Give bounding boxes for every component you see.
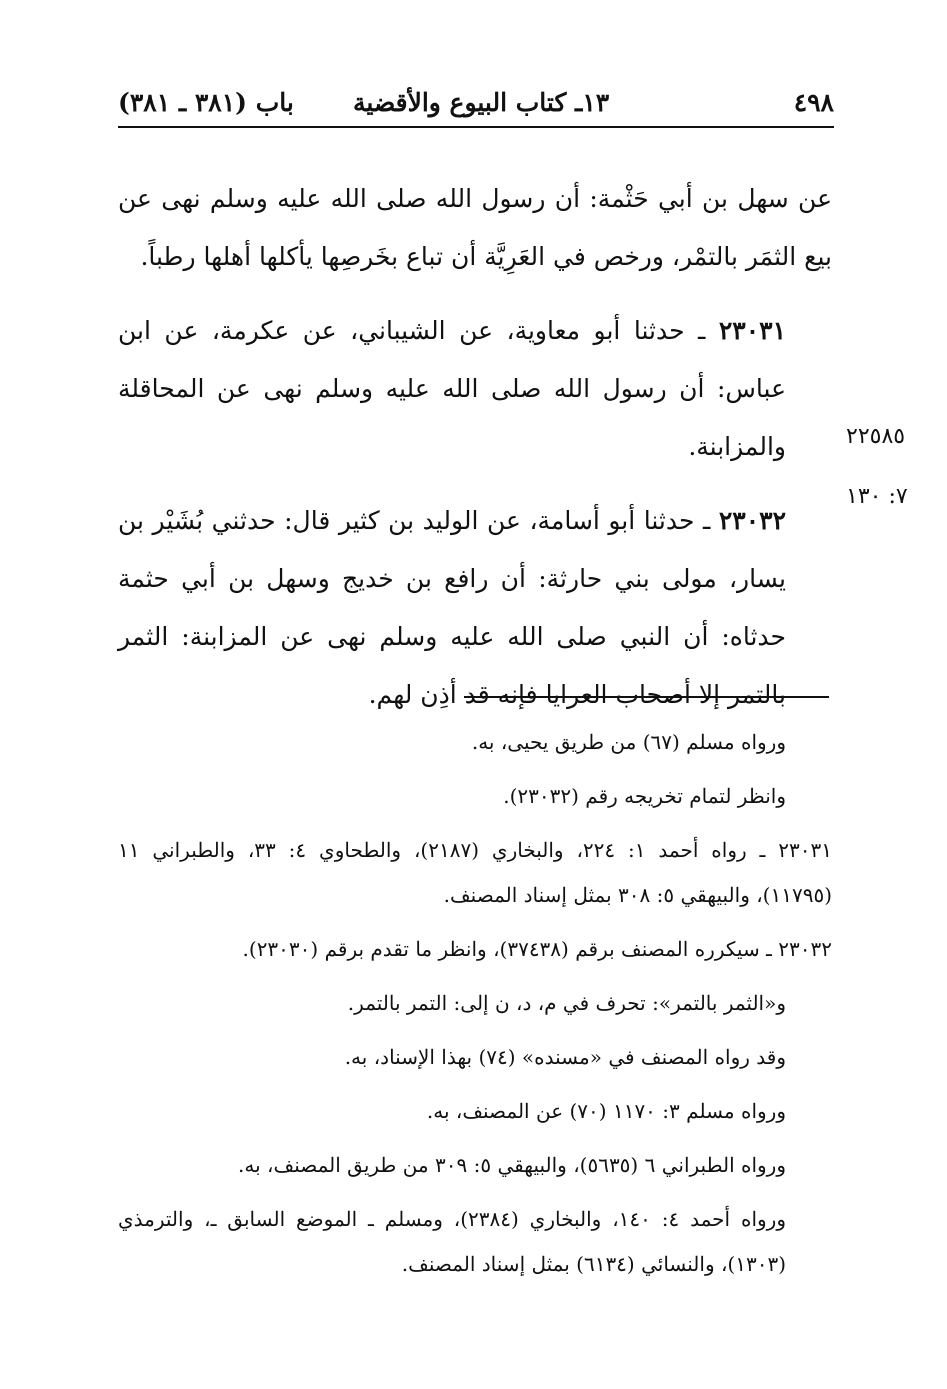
main-text	[118, 170, 832, 740]
footnotes	[118, 720, 832, 1296]
footnote-line: ورواه الطبراني ٦ (٥٦٣٥)، والبيهقي ٥: ٣٠٩ من طريق المصنف، به.	[238, 1153, 786, 1177]
hadith-number: ٢٣٠٣١	[718, 316, 786, 345]
footnote-line: ٢٣٠٣٢ ـ سيكرره المصنف برقم (٣٧٤٣٨)، وانظر ما تقدم برقم (٢٣٠٣٠).	[242, 937, 832, 961]
margin-reference-number: ٢٢٥٨٥	[846, 424, 906, 449]
footnote-separator	[464, 696, 829, 698]
footnote-line: ورواه مسلم (٦٧) من طريق يحيى، به.	[471, 730, 786, 754]
chapter-range: باب (٣٨١ ـ ٣٨١)	[118, 88, 294, 117]
book-title: ١٣ـ كتاب البيوع والأقضية	[353, 88, 610, 117]
footnote-line: وقد رواه المصنف في «مسنده» (٧٤) بهذا الإسناد، به.	[344, 1045, 786, 1069]
margin-volume-page: ٧: ١٣٠	[846, 484, 908, 509]
footnote-line: وانظر لتمام تخريجه رقم (٢٣٠٣٢).	[503, 784, 786, 808]
footnote-line: ورواه أحمد ٤: ١٤٠، والبخاري (٢٣٨٤)، ومسلم ـ الموضع السابق ـ، والترمذي (١٣٠٣)، والنسائي (٦١٣٤) بمثل إسناد المصنف.	[118, 1207, 786, 1276]
hadith-text: ـ حدثنا أبو معاوية، عن الشيباني، عن عكرمة، عن ابن عباس: أن رسول الله صلى الله عليه وسلم نهى عن المحاقلة والمزابنة.	[118, 316, 786, 461]
hadith-text: ـ حدثنا أبو أسامة، عن الوليد بن كثير قال: حدثني بُشَيْر بن يسار، مولى بني حارثة: أن رافع بن خديج وسهل بن أبي حثمة حدثاه: أن النبي صلى الله عليه وسلم نهى عن المزابنة: الثمر بالتمر إلا أصحاب العرايا فإنه قد أذِن لهم.	[118, 506, 786, 709]
hadith-23031	[118, 302, 832, 476]
running-header	[118, 82, 834, 128]
footnote-line: ٢٣٠٣١ ـ رواه أحمد ١: ٢٢٤، والبخاري (٢١٨٧)، والطحاوي ٤: ٣٣، والطبراني ١١ (١١٧٩٥)، والبيهقي ٥: ٣٠٨ بمثل إسناد المصنف.	[118, 838, 833, 907]
footnote-line: و«الثمر بالتمر»: تحرف في م، د، ن إلى: التمر بالتمر.	[347, 991, 786, 1015]
page-number: ٤٩٨	[793, 88, 834, 117]
hadith-number: ٢٣٠٣٢	[718, 506, 786, 535]
hadith-continuation: عن سهل بن أبي حَثْمة: أن رسول الله صلى الله عليه وسلم نهى عن بيع الثمَر بالتمْر، ورخص في العَرِيَّة أن تباع بخَرصِها يأكلها أهلها رطباً.	[118, 184, 832, 271]
hadith-23032	[118, 492, 832, 724]
footnote-line: ورواه مسلم ٣: ١١٧٠ (٧٠) عن المصنف، به.	[426, 1099, 786, 1123]
